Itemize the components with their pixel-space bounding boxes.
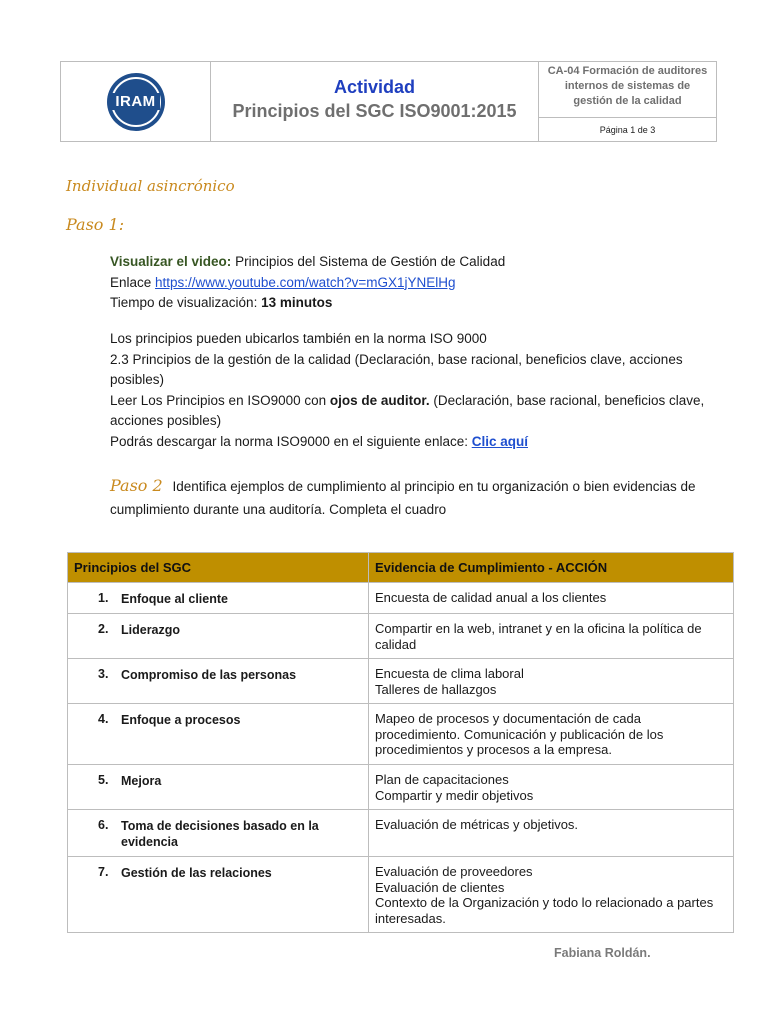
table-row bbox=[68, 857, 734, 933]
principle-name: Gestión de las relaciones bbox=[121, 866, 272, 880]
document-subtitle: Principios del SGC ISO9001:2015 bbox=[232, 101, 517, 121]
principios-block bbox=[110, 329, 730, 452]
evidence-line: Encuesta de calidad anual a los clientes bbox=[375, 590, 607, 605]
logo-text: IRAM bbox=[111, 93, 159, 110]
evidence-line: Mapeo de procesos y documentación de cada procedimiento. Comunicación y publicación de los procedimientos y procesos a la empresa. bbox=[375, 711, 664, 757]
ojos-auditor: ojos de auditor. bbox=[329, 392, 430, 408]
principle-name: Compromiso de las personas bbox=[121, 668, 297, 682]
table-header-row bbox=[68, 553, 734, 583]
video-label: Visualizar el video: bbox=[110, 254, 232, 269]
principle-name: Liderazgo bbox=[121, 623, 181, 637]
evidence-cell bbox=[369, 704, 734, 765]
video-title: Principios del Sistema de Gestión de Calidad bbox=[231, 254, 506, 269]
principle-name: Enfoque al cliente bbox=[121, 592, 228, 606]
evidence-cell bbox=[369, 810, 734, 857]
leer-rest: (Declaración, base racional, beneficios clave, acciones posibles) bbox=[110, 392, 705, 428]
principle-cell bbox=[68, 583, 369, 614]
iram-logo bbox=[107, 73, 165, 131]
principle-cell bbox=[68, 857, 369, 933]
leer-text: Leer Los Principios en ISO9000 con bbox=[110, 392, 330, 408]
clic-aqui-link[interactable]: Clic aquí bbox=[471, 433, 528, 449]
video-block bbox=[110, 252, 730, 314]
logo-cell bbox=[61, 62, 211, 141]
course-code bbox=[539, 62, 716, 118]
evidence-line: Compartir en la web, intranet y en la oficina la política de calidad bbox=[375, 621, 702, 652]
principle-number: 5. bbox=[98, 773, 109, 787]
principle-name: Toma de decisiones basado en la evidencia bbox=[121, 819, 319, 849]
evidence-line: Contexto de la Organización y todo lo relacionado a partes interesadas. bbox=[375, 895, 714, 926]
principios-line-3 bbox=[110, 391, 730, 432]
principle-cell bbox=[68, 659, 369, 704]
principle-number: 2. bbox=[98, 622, 109, 636]
modality-heading: Individual asincrónico bbox=[66, 177, 235, 195]
enlace-label: Enlace bbox=[110, 274, 156, 290]
paso2-block bbox=[110, 474, 730, 521]
author-signature: Fabiana Roldán. bbox=[554, 946, 651, 960]
course-code-line-1: CA-04 Formación de auditores bbox=[547, 65, 708, 77]
evidence-cell bbox=[369, 583, 734, 614]
evidence-line: Talleres de hallazgos bbox=[375, 681, 497, 697]
youtube-link[interactable]: https://www.youtube.com/watch?v=mGX1jYNElHg bbox=[155, 274, 456, 290]
paso1-heading: Paso 1: bbox=[66, 215, 125, 234]
course-code-line-2: internos de sistemas de bbox=[564, 80, 691, 92]
principle-number: 7. bbox=[98, 865, 109, 879]
document-header bbox=[60, 61, 717, 142]
principle-name: Enfoque a procesos bbox=[121, 713, 241, 727]
video-line bbox=[110, 252, 730, 273]
paso2-text: Identifica ejemplos de cumplimiento al principio en tu organización o bien evidencias de cumplimiento durante una auditoría. Completa el cuadro bbox=[110, 479, 696, 517]
principios-line-4 bbox=[110, 432, 730, 453]
table-row bbox=[68, 704, 734, 765]
document-title: Actividad bbox=[333, 77, 416, 97]
evidence-line: Evaluación de proveedores bbox=[375, 864, 533, 879]
principios-line-1: Los principios pueden ubicarlos también en la norma ISO 9000 bbox=[110, 331, 487, 346]
table-body bbox=[68, 583, 734, 933]
paso2-heading: Paso 2 bbox=[110, 476, 163, 495]
table-row bbox=[68, 810, 734, 857]
table-row bbox=[68, 614, 734, 659]
table-row bbox=[68, 765, 734, 810]
evidence-line: Evaluación de métricas y objetivos. bbox=[375, 817, 579, 832]
enlace-line bbox=[110, 273, 730, 294]
header-right-cell bbox=[539, 62, 716, 141]
tiempo-label: Tiempo de visualización: bbox=[110, 295, 262, 310]
header-title-cell bbox=[211, 62, 539, 141]
principle-number: 6. bbox=[98, 818, 109, 832]
principles-table bbox=[67, 552, 734, 933]
tiempo-line bbox=[110, 293, 730, 314]
evidence-line: Encuesta de clima laboral bbox=[375, 666, 524, 681]
principle-cell bbox=[68, 704, 369, 765]
table-row bbox=[68, 583, 734, 614]
course-code-line-3: gestión de la calidad bbox=[573, 95, 682, 107]
evidence-line: Compartir y medir objetivos bbox=[375, 787, 534, 803]
principle-cell bbox=[68, 810, 369, 857]
table-row bbox=[68, 659, 734, 704]
evidence-cell bbox=[369, 857, 734, 933]
principle-cell bbox=[68, 765, 369, 810]
page-number: Página 1 de 3 bbox=[599, 125, 656, 135]
table-header-principles: Principios del SGC bbox=[68, 553, 369, 583]
evidence-line: Plan de capacitaciones bbox=[375, 772, 509, 787]
descargar-text: Podrás descargar la norma ISO9000 en el siguiente enlace: bbox=[110, 433, 472, 449]
evidence-cell bbox=[369, 765, 734, 810]
principle-number: 3. bbox=[98, 667, 109, 681]
evidence-cell bbox=[369, 614, 734, 659]
principle-number: 1. bbox=[98, 591, 109, 605]
principios-line-2: 2.3 Principios de la gestión de la calidad (Declaración, base racional, beneficios clave, acciones posibles) bbox=[110, 351, 683, 387]
tiempo-value: 13 minutos bbox=[261, 295, 333, 310]
principle-name: Mejora bbox=[121, 774, 162, 788]
principle-number: 4. bbox=[98, 712, 109, 726]
principle-cell bbox=[68, 614, 369, 659]
table-header-evidence: Evidencia de Cumplimiento - ACCIÓN bbox=[369, 553, 734, 583]
evidence-cell bbox=[369, 659, 734, 704]
evidence-line: Evaluación de clientes bbox=[375, 879, 505, 895]
